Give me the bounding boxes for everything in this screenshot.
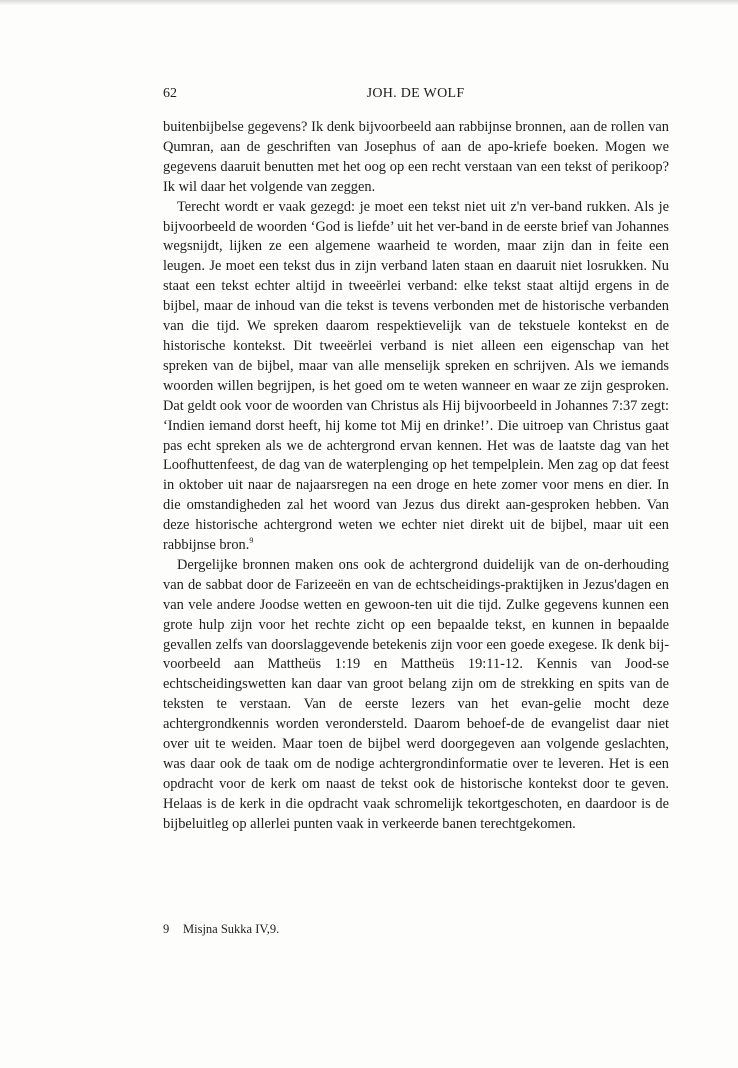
footnote: [163, 921, 669, 937]
page-edge-shadow: [0, 0, 738, 5]
footnote-reference: 9: [249, 536, 254, 546]
footnote-number: 9: [163, 922, 170, 936]
footnote-text: Misjna Sukka IV,9.: [183, 922, 280, 936]
paragraph-2: [163, 198, 669, 556]
running-head: JOH. DE WOLF: [366, 86, 465, 101]
paragraph-3: Dergelijke bronnen maken ons ook de achtergrond duidelijk van de on-derhouding van de sabbat door de Farizeeën en van de echtscheidings-praktijken in Jezus'dagen en van vele andere Joodse wetten en gewoon-ten uit die tijd. Zulke gegevens kunnen een grote hulp zijn voor het rechte zicht op een bepaalde tekst, en kunnen in bepaalde gevallen zelfs van doorslaggevende betekenis zijn voor een goede exegese. Ik denk bij-voorbeeld aan Mattheüs 1:19 en Mattheüs 19:11-12. Kennis van Jood-se echtscheidingswetten kan daar van groot belang zijn om de strekking en spits van de teksten te verstaan. Van de eerste lezers van het evan-gelie mocht deze achtergrondkennis worden verondersteld. Daarom behoef-de de evangelist daar niet over uit te weiden. Maar toen de bijbel werd doorgegeven aan volgende geslachten, was daar ook de taak om de nodige achtergrondinformatie over te leveren. Het is een opdracht voor de kerk om naast de tekst ook de historische kontekst door te geven. Helaas is de kerk in die opdracht vaak schromelijk tekortgeschoten, en daardoor is de bijbeluitleg op allerlei punten vaak in verkeerde banen terechtgekomen.: [163, 556, 669, 832]
page-number: 62: [163, 86, 177, 101]
paragraph-2-text: Terecht wordt er vaak gezegd: je moet een tekst niet uit z'n ver-band rukken. Als je bijvoorbeeld de woorden ‘God is liefde’ uit het ver-band in de eerste brief van Johannes wegsnijdt, lijken ze een algemene waarheid te worden, maar zijn dan in feite een leugen. Je moet een tekst dus in zijn verband laten staan en daaruit niet losrukken. Nu staat een tekst echter altijd in tweeërlei verband: elke tekst staat altijd ergens in de bijbel, maar de inhoud van die tekst is tevens verbonden met de historische verbanden van die tijd. We spreken daarom respektievelijk van de tekstuele kontekst en de historische kontekst. Dit tweeërlei verband is niet alleen een eigenschap van het spreken van de bijbel, maar van alle menselijk spreken en schrijven. Als we iemands woorden willen begrijpen, is het goed om te weten wanneer en waar ze zijn gesproken. Dat geldt ook voor de woorden van Christus als Hij bijvoorbeeld in Johannes 7:37 zegt: ‘Indien iemand dorst heeft, hij kome tot Mij en drinke!’. Die uitroep van Christus gaat pas echt spreken als we de achtergrond ervan kennen. Het was de laatste dag van het Loofhuttenfeest, de dag van de waterplenging op het tempelplein. Men zag op dat feest in oktober uit naar de najaarsregen na een droge en hete zomer voor mens en dier. In die omstandigheden zal het woord van Jezus dus direkt aan-gesproken hebben. Van deze historische achtergrond weten we echter niet direkt uit de bijbel, maar uit een rabbijnse bron.: [163, 198, 669, 554]
body-text: [163, 118, 669, 835]
page-header: [163, 86, 668, 106]
paragraph-1: buitenbijbelse gegevens? Ik denk bijvoorbeeld aan rabbijnse bronnen, aan de rollen van Qumran, aan de geschriften van Josephus of aan de apo-kriefe boeken. Mogen we gegevens daaruit benutten met het oog op een recht verstaan van een tekst of perikoop? Ik wil daar het volgende van zeggen.: [163, 119, 669, 195]
